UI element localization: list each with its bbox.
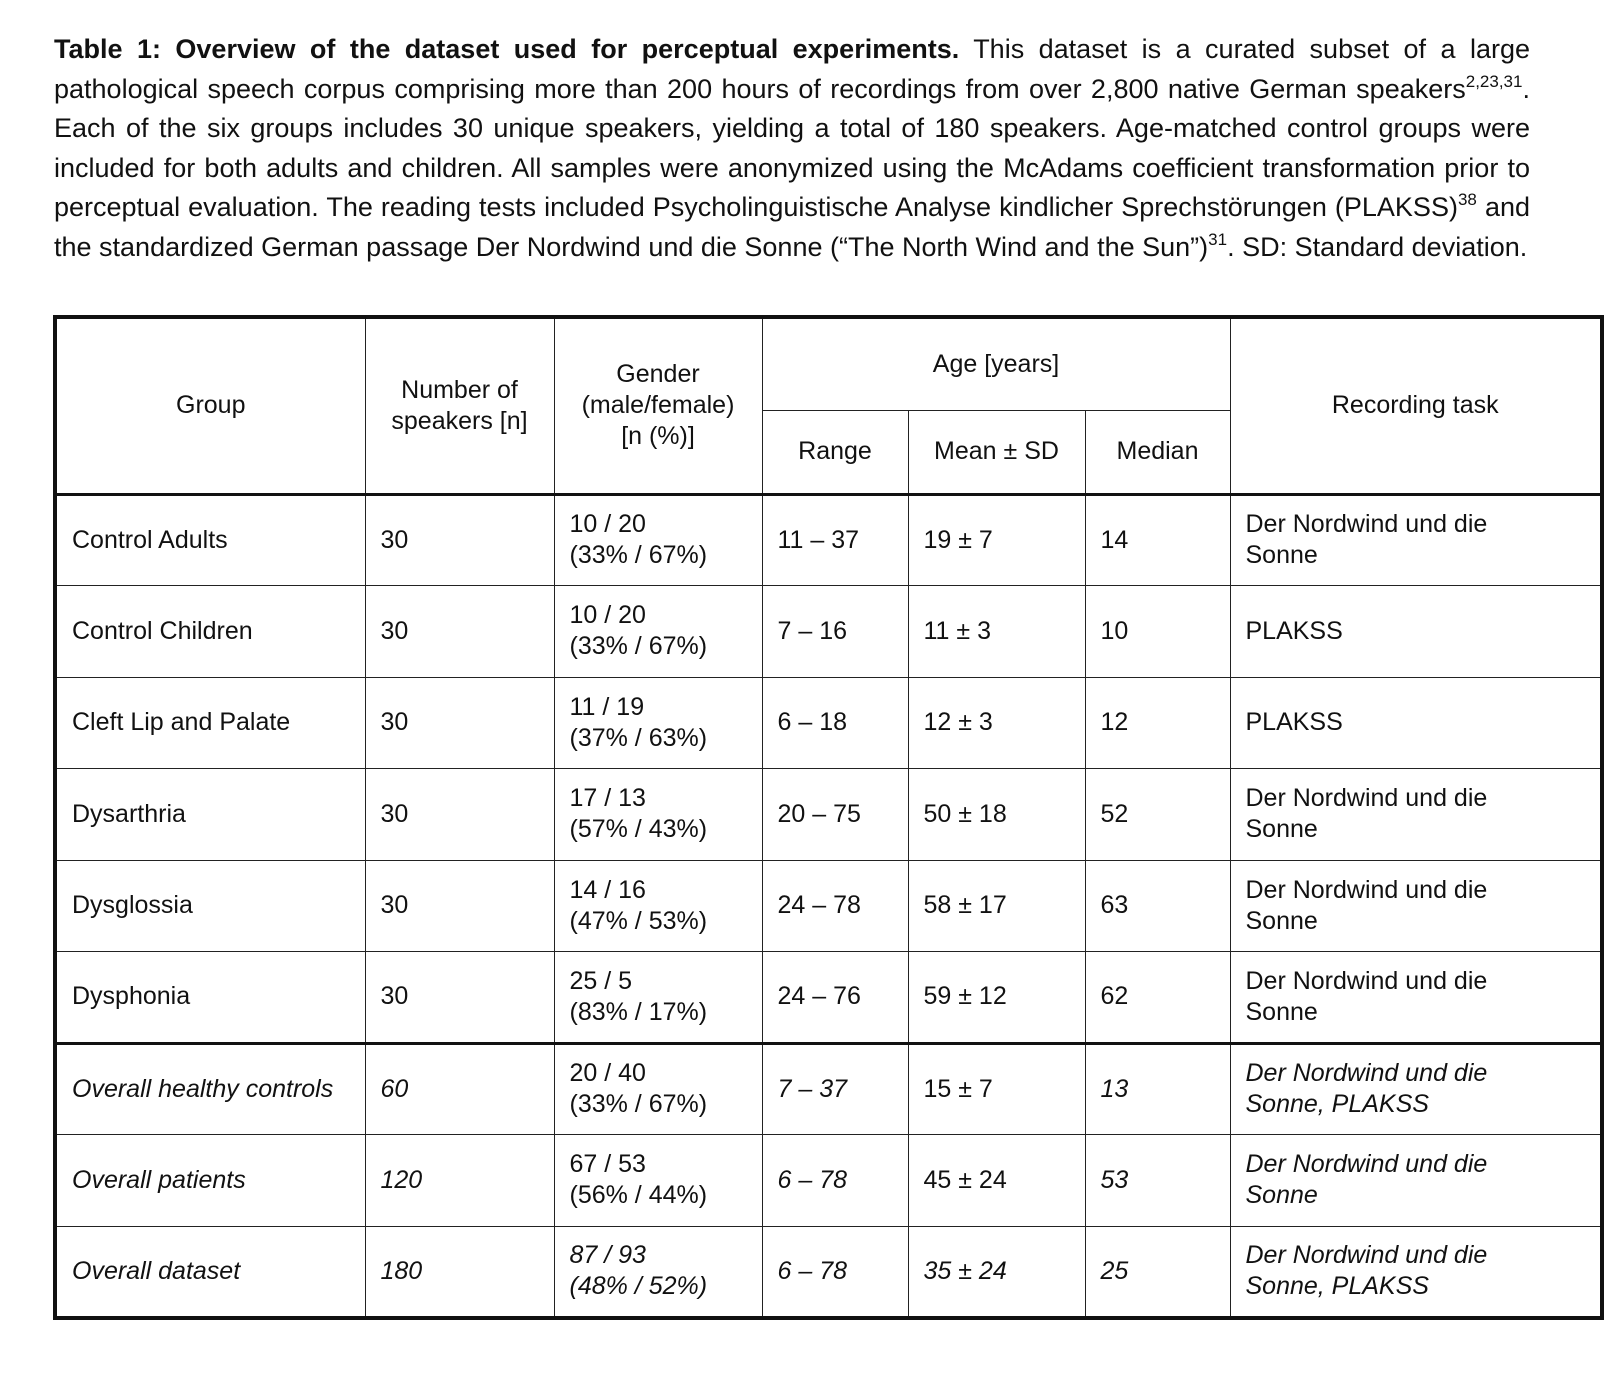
cell-age-range: 7 – 16 [762,586,908,678]
cell-speakers: 120 [365,1135,554,1227]
cell-age-median: 14 [1085,494,1230,586]
cell-group: Dysphonia [55,952,365,1044]
caption-title: Table 1: Overview of the dataset used for perceptual experiments. [54,34,960,64]
cell-group: Dysglossia [55,860,365,952]
cell-recording-task: Der Nordwind und die Sonne [1230,494,1602,586]
cell-speakers: 180 [365,1226,554,1318]
cell-age-range: 6 – 18 [762,677,908,769]
cell-recording-task: Der Nordwind und die Sonne [1230,952,1602,1044]
cell-age-range: 7 – 37 [762,1043,908,1135]
cell-age-range: 6 – 78 [762,1135,908,1227]
cell-gender: 25 / 5 (83% / 17%) [554,952,762,1044]
cell-recording-task: Der Nordwind und die Sonne [1230,860,1602,952]
summary-row [55,1226,1602,1318]
cell-recording-task: PLAKSS [1230,677,1602,769]
cell-age-median: 52 [1085,769,1230,861]
caption-text-1: This dataset is a curated subset of a large pathological speech corpus comprising more than 200 hours of recordings from over 2,800 native German speakers [54,34,1530,104]
table-row [55,586,1602,678]
cell-age-median: 10 [1085,586,1230,678]
cell-speakers: 30 [365,952,554,1044]
cell-speakers: 30 [365,677,554,769]
table-row [55,769,1602,861]
cell-recording-task: PLAKSS [1230,586,1602,678]
cell-speakers: 30 [365,769,554,861]
header-group: Group [55,317,365,494]
header-recording-task: Recording task [1230,317,1602,494]
table-row [55,952,1602,1044]
caption-citation-3: 31 [1208,229,1228,249]
header-gender: Gender (male/female) [n (%)] [554,317,762,494]
cell-age-median: 12 [1085,677,1230,769]
cell-age-median: 62 [1085,952,1230,1044]
caption-text-2: . Each of the six groups includes 30 unique speakers, yielding a total of 180 speakers. Age-matched control groups were included for both adults and children. All samples were anonymized using the McAdams coefficient transformation prior to perceptual evaluation. The reading tests included Psycholinguistische Analyse kindlicher Sprechstörungen (PLAKSS) [54,73,1530,222]
cell-age-range: 24 – 78 [762,860,908,952]
cell-age-median: 13 [1085,1043,1230,1135]
cell-gender: 11 / 19 (37% / 63%) [554,677,762,769]
cell-age-mean-sd: 15 ± 7 [908,1043,1085,1135]
header-number-of-speakers: Number of speakers [n] [365,317,554,494]
cell-group: Overall healthy controls [55,1043,365,1135]
cell-age-range: 6 – 78 [762,1226,908,1318]
cell-group: Cleft Lip and Palate [55,677,365,769]
cell-recording-task: Der Nordwind und die Sonne [1230,769,1602,861]
cell-speakers: 60 [365,1043,554,1135]
header-age-range: Range [762,410,908,494]
header-age: Age [years] [762,317,1230,410]
cell-group: Dysarthria [55,769,365,861]
cell-age-median: 63 [1085,860,1230,952]
cell-age-range: 11 – 37 [762,494,908,586]
table-row [55,677,1602,769]
table-row [55,494,1602,586]
cell-gender: 17 / 13 (57% / 43%) [554,769,762,861]
header-age-median: Median [1085,410,1230,494]
caption-citation-2: 38 [1457,190,1477,209]
caption-citation-1: 2,23,31 [1465,71,1523,91]
cell-age-mean-sd: 35 ± 24 [908,1226,1085,1318]
cell-group: Overall dataset [55,1226,365,1318]
table-row [55,860,1602,952]
cell-age-mean-sd: 11 ± 3 [908,586,1085,678]
cell-recording-task: Der Nordwind und die Sonne, PLAKSS [1230,1226,1602,1318]
table-header [55,317,1602,494]
cell-age-mean-sd: 12 ± 3 [908,677,1085,769]
table-body [55,494,1602,1318]
cell-speakers: 30 [365,586,554,678]
cell-group: Control Adults [55,494,365,586]
cell-age-mean-sd: 19 ± 7 [908,494,1085,586]
cell-gender: 87 / 93 (48% / 52%) [554,1226,762,1318]
summary-row [55,1135,1602,1227]
cell-age-mean-sd: 58 ± 17 [908,860,1085,952]
cell-age-mean-sd: 50 ± 18 [908,769,1085,861]
cell-gender: 20 / 40 (33% / 67%) [554,1043,762,1135]
cell-group: Control Children [55,586,365,678]
table-caption [54,30,1530,267]
dataset-table [53,315,1604,1320]
cell-age-range: 24 – 76 [762,952,908,1044]
cell-age-mean-sd: 59 ± 12 [908,952,1085,1044]
cell-gender: 10 / 20 (33% / 67%) [554,494,762,586]
cell-age-range: 20 – 75 [762,769,908,861]
summary-row [55,1043,1602,1135]
cell-speakers: 30 [365,860,554,952]
cell-recording-task: Der Nordwind und die Sonne [1230,1135,1602,1227]
cell-gender: 67 / 53 (56% / 44%) [554,1135,762,1227]
caption-text-4: . SD: Standard deviation. [1227,231,1528,262]
cell-age-mean-sd: 45 ± 24 [908,1135,1085,1227]
cell-recording-task: Der Nordwind und die Sonne, PLAKSS [1230,1043,1602,1135]
cell-age-median: 53 [1085,1135,1230,1227]
header-age-mean-sd: Mean ± SD [908,410,1085,494]
cell-group: Overall patients [55,1135,365,1227]
caption-text-3: and the standardized German passage Der Nordwind und die Sonne (“The North Wind and the Sun”) [54,192,1530,262]
cell-speakers: 30 [365,494,554,586]
cell-gender: 14 / 16 (47% / 53%) [554,860,762,952]
cell-age-median: 25 [1085,1226,1230,1318]
cell-gender: 10 / 20 (33% / 67%) [554,586,762,678]
